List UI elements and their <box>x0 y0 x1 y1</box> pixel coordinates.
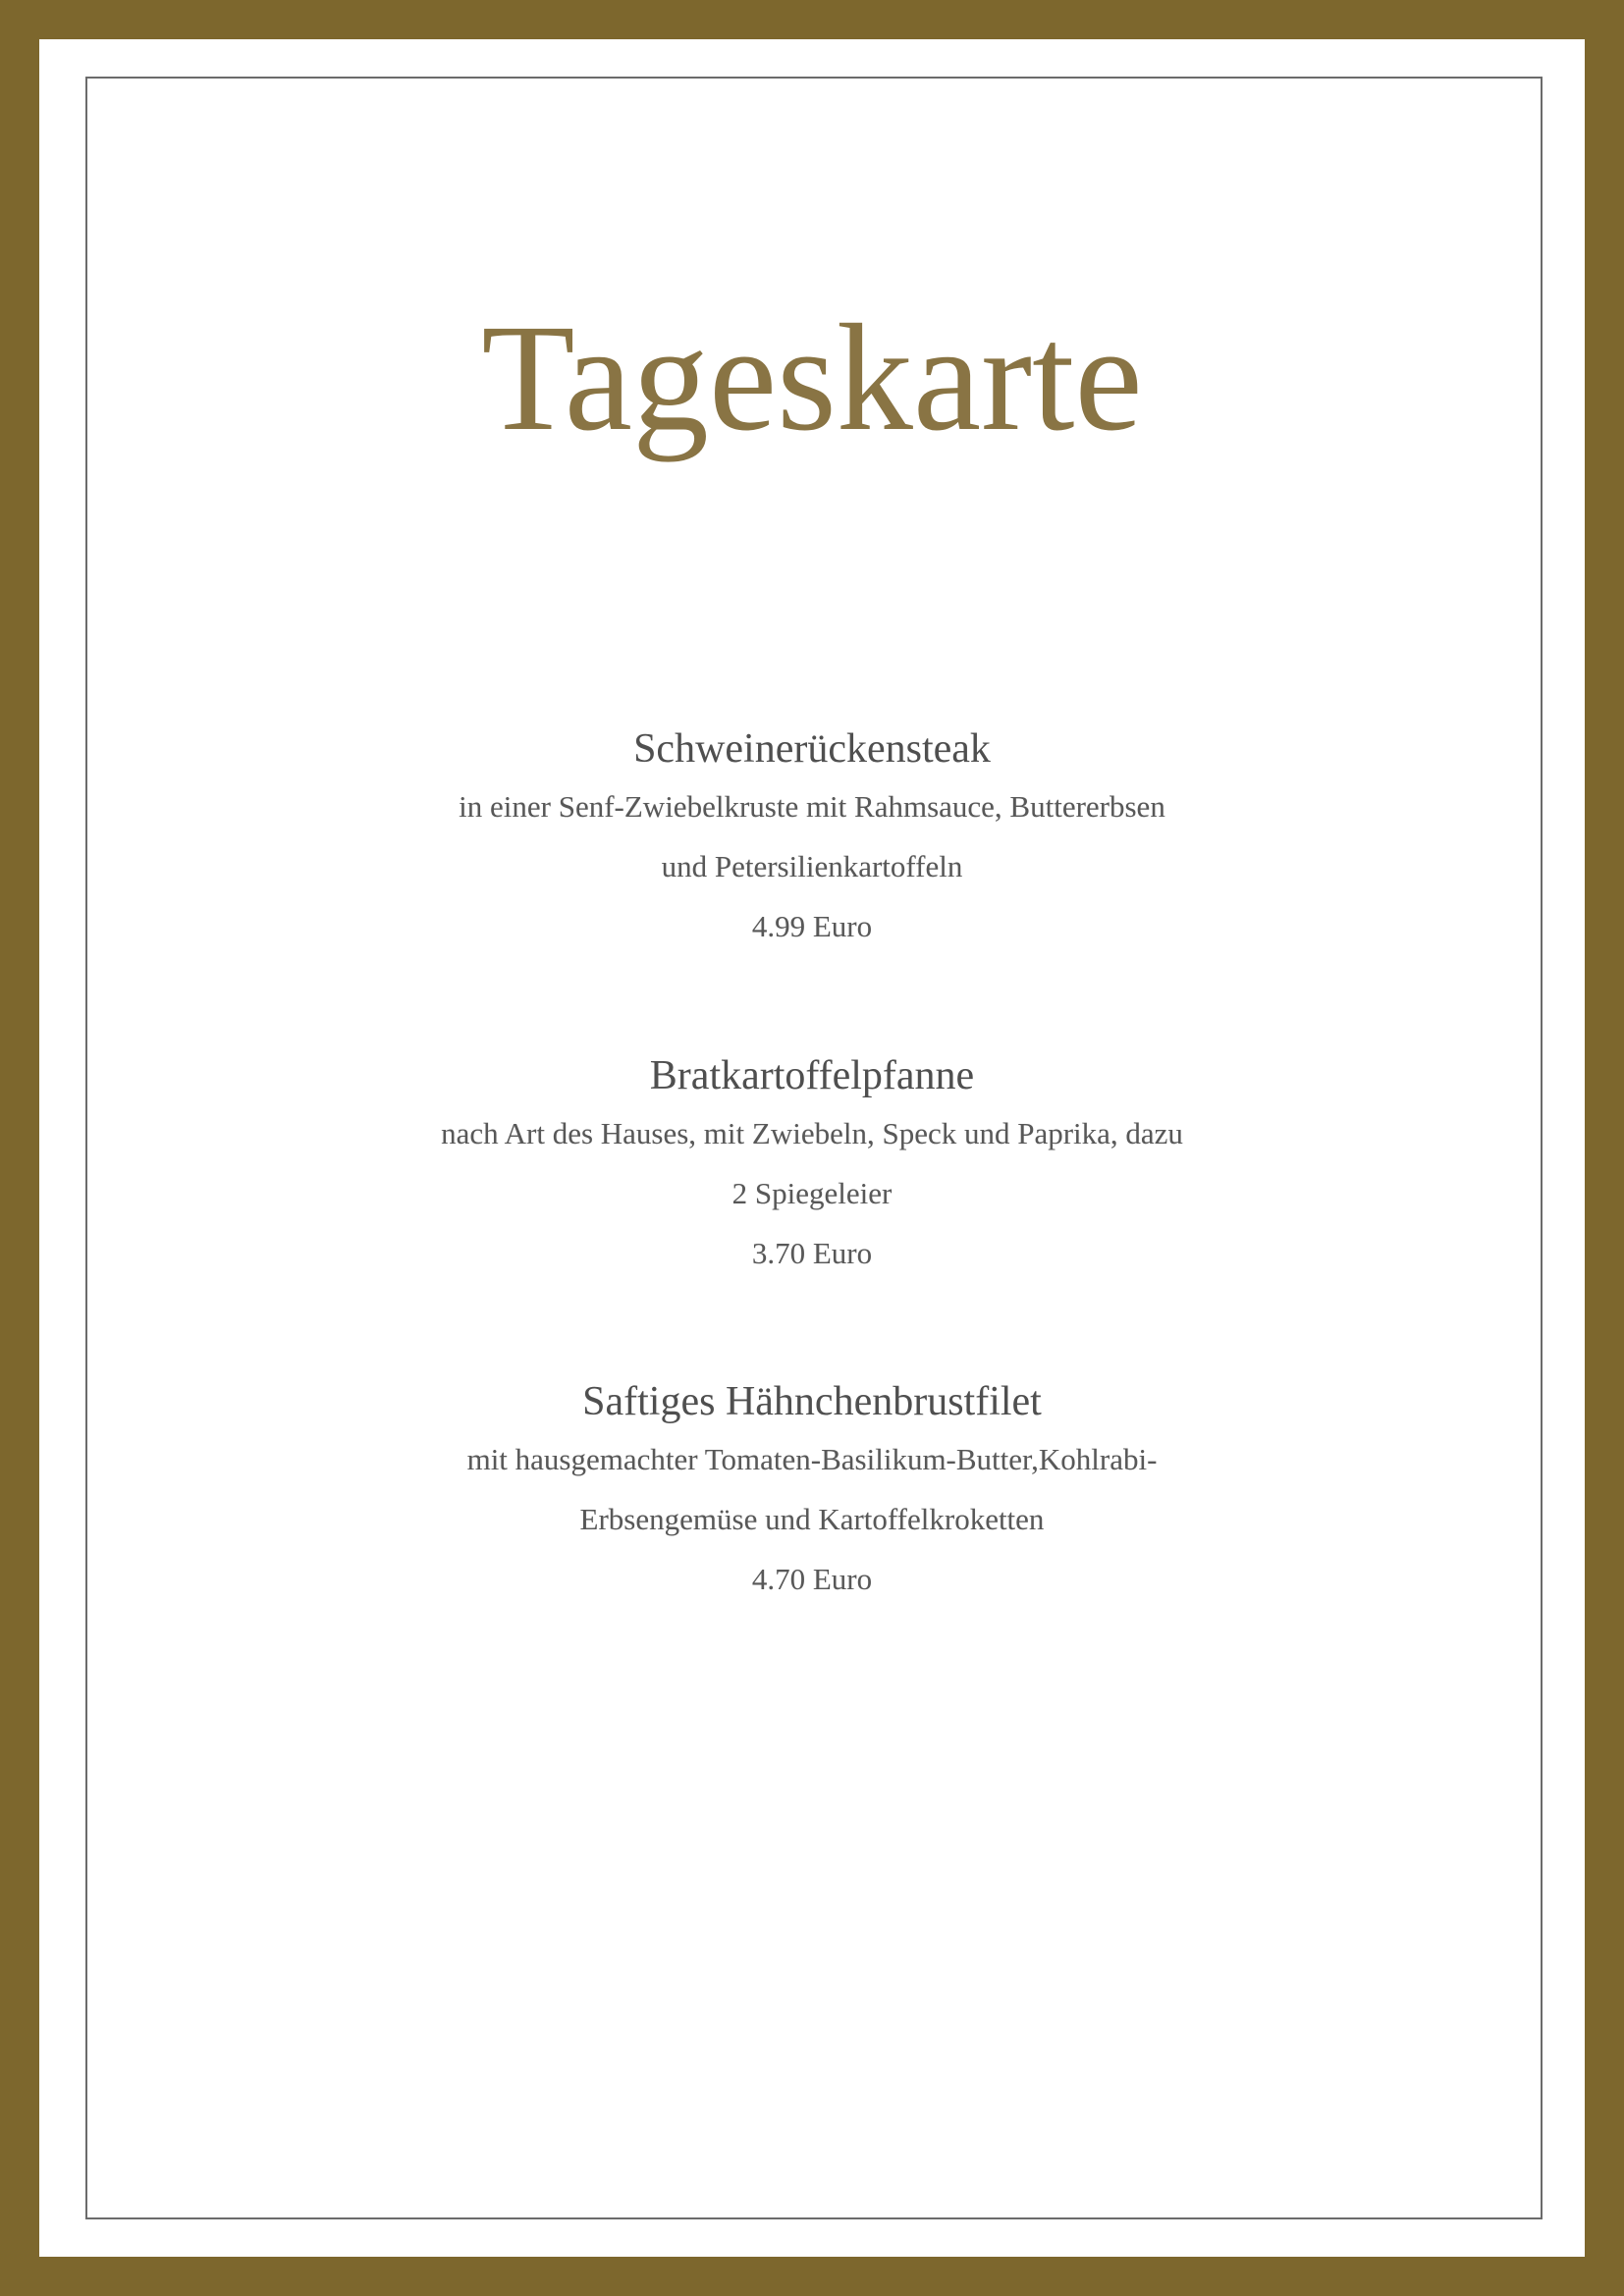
dish-item <box>0 1377 1624 1599</box>
dish-price: 4.99 Euro <box>751 909 873 943</box>
dish-item <box>0 724 1624 946</box>
dish-description-line: und Petersilienkartoffeln <box>661 849 963 883</box>
dish-name: Bratkartoffelpfanne <box>649 1053 975 1098</box>
dish-description-line: in einer Senf-Zwiebelkruste mit Rahmsauce, Buttererbsen <box>459 789 1165 824</box>
dish-item <box>0 1051 1624 1273</box>
dish-description-line: nach Art des Hauses, mit Zwiebeln, Speck und Paprika, dazu <box>441 1116 1183 1150</box>
dish-name: Schweinerückensteak <box>633 726 991 772</box>
dish-description-line: mit hausgemachter Tomaten-Basilikum-Butter,Kohlrabi- <box>466 1442 1158 1476</box>
dish-description-line: 2 Spiegeleier <box>731 1176 893 1210</box>
dish-price: 4.70 Euro <box>751 1562 873 1596</box>
menu-title: Tageskarte <box>481 293 1143 462</box>
dish-price: 3.70 Euro <box>751 1236 873 1270</box>
dish-name: Saftiges Hähnchenbrustfilet <box>582 1379 1042 1424</box>
dish-description-line: Erbsengemüse und Kartoffelkroketten <box>579 1502 1045 1536</box>
